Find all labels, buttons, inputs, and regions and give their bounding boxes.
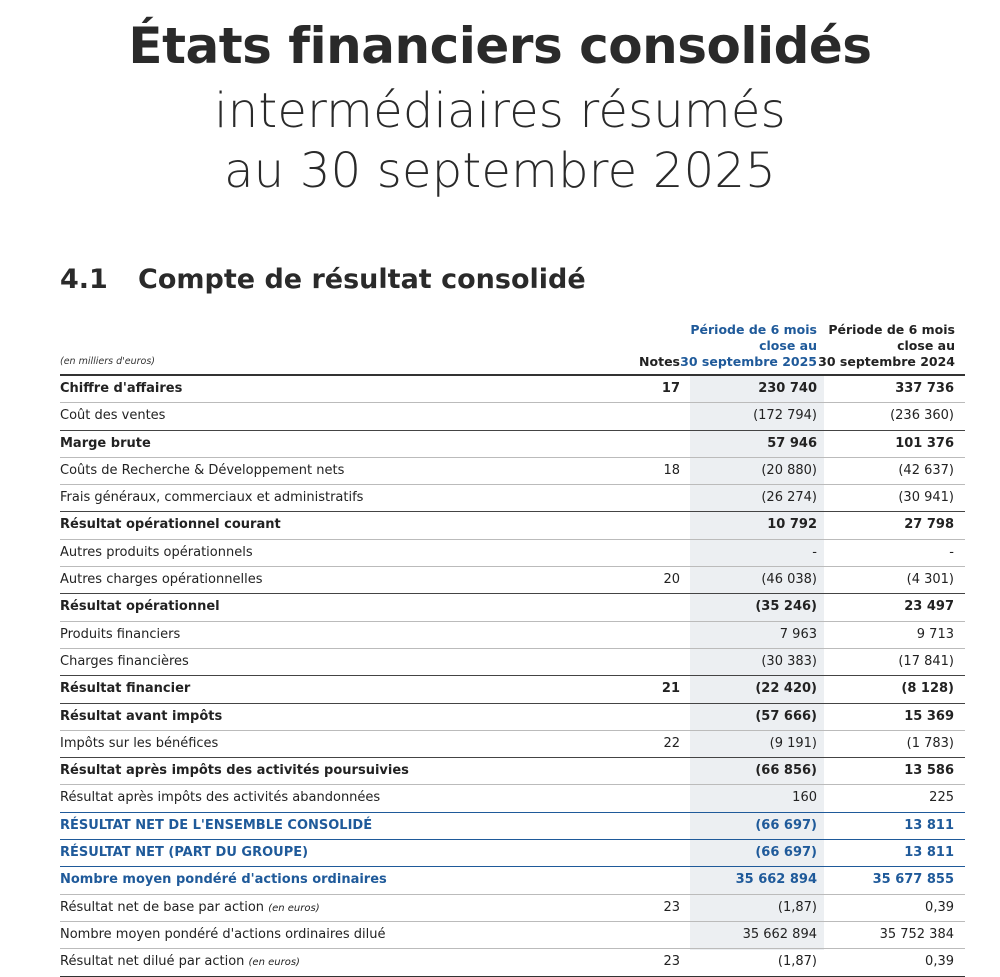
section-heading <box>60 262 586 298</box>
value-2024: 35 677 855 <box>872 872 954 888</box>
value-2024: 15 369 <box>904 708 954 724</box>
value-2024: (4 301) <box>906 572 954 588</box>
row-label <box>60 436 151 452</box>
value-2025: 35 662 894 <box>742 926 817 942</box>
table-row <box>60 566 965 593</box>
value-2025: (26 274) <box>761 490 817 506</box>
column-header-2024-line: Période de 6 mois <box>828 322 955 337</box>
table-row <box>60 374 965 402</box>
value-2024: (42 637) <box>898 462 954 478</box>
row-label-text: Charges financières <box>60 653 189 669</box>
row-label-text: Résultat financier <box>60 681 191 697</box>
row-label-text: Marge brute <box>60 435 151 451</box>
value-2024: (1 783) <box>906 735 954 751</box>
value-2025: 160 <box>792 790 817 806</box>
value-2025: 10 792 <box>767 517 817 533</box>
row-label-text: Résultat avant impôts <box>60 708 223 724</box>
table-row <box>60 648 965 675</box>
unit-label: (en milliers d'euros) <box>60 356 156 367</box>
value-2025: (1,87) <box>777 899 817 915</box>
table-row <box>60 484 965 511</box>
value-2025: (57 666) <box>755 708 817 724</box>
row-note: 23 <box>663 899 680 915</box>
value-2024: 0,39 <box>925 899 954 915</box>
row-label-text: RÉSULTAT NET (PART DU GROUPE) <box>60 845 309 861</box>
row-label-text: Résultat opérationnel courant <box>60 517 281 533</box>
value-2024: 13 811 <box>904 845 954 861</box>
table-row <box>60 894 965 921</box>
row-label <box>60 927 386 943</box>
column-header-2024-line: 30 septembre 2024 <box>818 354 955 369</box>
table-row <box>60 921 965 948</box>
table-row <box>60 866 965 893</box>
row-label <box>60 654 189 670</box>
value-2024: 337 736 <box>895 381 954 396</box>
row-label <box>60 818 372 834</box>
table-row <box>60 675 965 702</box>
table-row <box>60 703 965 730</box>
row-label-text: Résultat opérationnel <box>60 599 220 615</box>
row-label <box>60 572 262 588</box>
table-row <box>60 757 965 784</box>
row-label-text: Coûts de Recherche & Développement nets <box>60 462 345 478</box>
table-row <box>60 593 965 620</box>
value-2024: 23 497 <box>904 599 954 615</box>
value-2024: (8 128) <box>901 681 954 697</box>
column-header-2025-line: close au <box>759 338 817 353</box>
row-label-text: Résultat après impôts des activités abandonnées <box>60 790 381 806</box>
row-label-text: Produits financiers <box>60 626 181 642</box>
row-label-text: Nombre moyen pondéré d'actions ordinaires <box>60 872 387 888</box>
row-label <box>60 490 363 506</box>
row-note: 22 <box>663 735 680 751</box>
row-label <box>60 845 308 861</box>
row-label <box>60 954 300 971</box>
row-label <box>60 545 253 561</box>
row-label-text: Impôts sur les bénéfices <box>60 735 219 751</box>
value-2024: 13 586 <box>904 763 954 779</box>
table-row <box>60 839 965 866</box>
document-subtitle: intermédiaires résumés <box>214 83 786 139</box>
row-note: 20 <box>663 572 680 588</box>
value-2024: 35 752 384 <box>879 926 954 942</box>
table-row <box>60 457 965 484</box>
value-2025: 35 662 894 <box>735 872 817 888</box>
row-label-text: Coût des ventes <box>60 408 166 424</box>
row-label-text: Autres produits opérationnels <box>60 544 253 560</box>
value-2025: (20 880) <box>761 462 817 478</box>
table-row <box>60 511 965 538</box>
value-2024: 27 798 <box>904 517 954 533</box>
value-2024: (236 360) <box>890 408 954 424</box>
document-title: États financiers consolidés <box>128 17 872 75</box>
column-header-2024-line: close au <box>897 338 955 353</box>
row-note: 21 <box>661 681 680 697</box>
value-2024: 225 <box>929 790 954 806</box>
value-2025: 230 740 <box>758 381 817 396</box>
value-2025: (35 246) <box>755 599 817 615</box>
row-note: 17 <box>661 381 680 396</box>
section-title: Compte de résultat consolidé <box>138 264 586 295</box>
document-date: au 30 septembre 2025 <box>224 143 776 199</box>
row-label <box>60 381 182 397</box>
table-row <box>60 539 965 566</box>
row-unit: (en euros) <box>268 902 320 914</box>
row-note: 18 <box>663 462 680 478</box>
table-row <box>60 402 965 429</box>
income-statement-table <box>60 374 965 977</box>
table-row <box>60 784 965 811</box>
table-row <box>60 812 965 839</box>
value-2025: (9 191) <box>769 735 817 751</box>
value-2025: (30 383) <box>761 653 817 669</box>
row-label <box>60 709 222 725</box>
value-2024: (17 841) <box>898 653 954 669</box>
row-label-text: RÉSULTAT NET DE L'ENSEMBLE CONSOLIDÉ <box>60 817 373 833</box>
row-note: 23 <box>663 954 680 970</box>
row-label-text: Résultat net dilué par action <box>60 954 245 970</box>
value-2025: - <box>812 544 817 560</box>
row-label-text: Chiffre d'affaires <box>60 381 183 396</box>
row-label <box>60 763 409 779</box>
column-header-2025-line: 30 septembre 2025 <box>680 354 817 369</box>
table-row <box>60 948 965 976</box>
value-2024: 13 811 <box>904 817 954 833</box>
row-label <box>60 736 218 752</box>
row-label <box>60 599 220 615</box>
value-2025: (66 697) <box>755 845 817 861</box>
row-label <box>60 681 190 697</box>
row-label <box>60 517 281 533</box>
row-label-text: Frais généraux, commerciaux et administratifs <box>60 490 364 506</box>
row-label-text: Résultat après impôts des activités poursuivies <box>60 763 409 779</box>
value-2025: (172 794) <box>753 408 817 424</box>
row-label <box>60 408 165 424</box>
row-label <box>60 463 344 479</box>
value-2025: 7 963 <box>779 626 817 642</box>
row-label-text: Nombre moyen pondéré d'actions ordinaires dilué <box>60 926 386 942</box>
row-label-text: Résultat net de base par action <box>60 899 265 915</box>
column-header-2025-line: Période de 6 mois <box>690 322 817 337</box>
table-row <box>60 430 965 457</box>
notes-header: Notes <box>639 354 680 369</box>
row-label-text: Autres charges opérationnelles <box>60 572 263 588</box>
value-2025: 57 946 <box>767 435 817 451</box>
value-2025: (1,87) <box>777 954 817 970</box>
value-2024: - <box>949 544 954 560</box>
row-label <box>60 872 387 888</box>
value-2025: (46 038) <box>761 572 817 588</box>
table-row <box>60 621 965 648</box>
section-number: 4.1 <box>60 264 108 295</box>
row-label <box>60 900 320 917</box>
value-2024: (30 941) <box>898 490 954 506</box>
table-row <box>60 730 965 757</box>
row-label <box>60 627 180 643</box>
value-2024: 101 376 <box>895 435 954 451</box>
column-header-2025 <box>680 322 817 370</box>
row-label <box>60 790 380 806</box>
column-header-2024 <box>818 322 955 370</box>
value-2024: 9 713 <box>916 626 954 642</box>
value-2025: (66 697) <box>755 817 817 833</box>
value-2025: (22 420) <box>755 681 817 697</box>
value-2024: 0,39 <box>925 954 954 970</box>
row-unit: (en euros) <box>248 957 300 969</box>
value-2025: (66 856) <box>755 763 817 779</box>
